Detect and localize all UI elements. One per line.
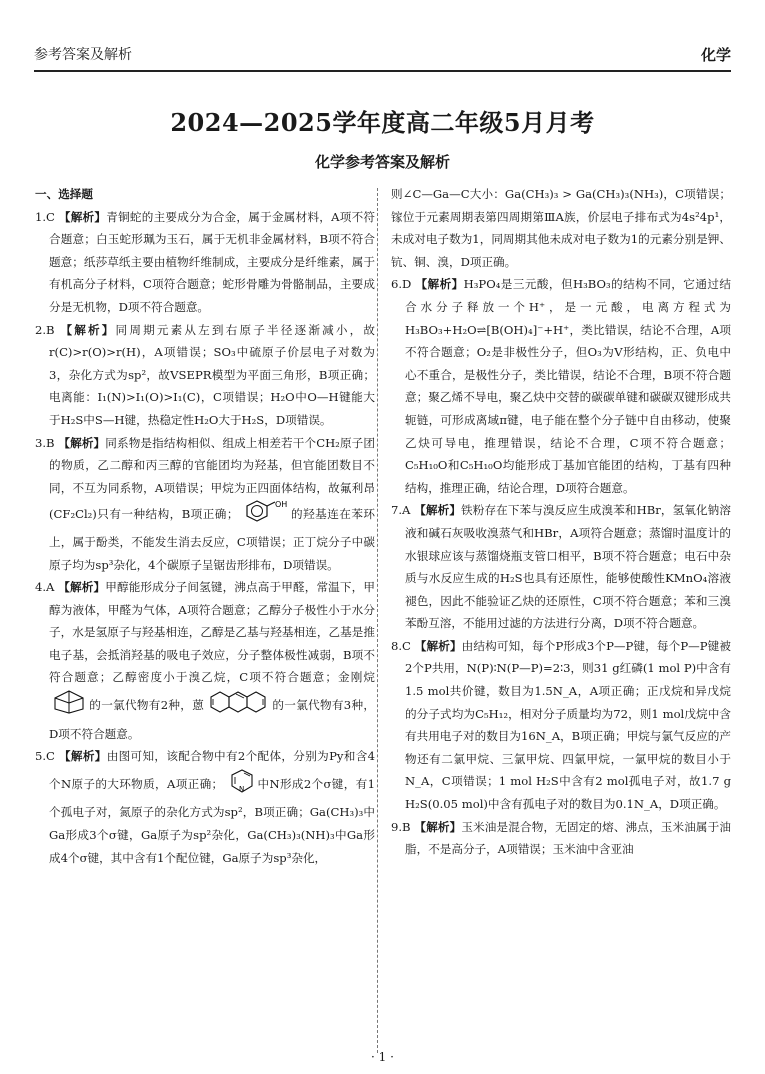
question-text-tail: 的一氯代物有3种，D项不符合题意。 <box>49 697 375 741</box>
question-6 <box>391 273 731 499</box>
svg-text:N: N <box>239 784 245 793</box>
document-title: 2024—2025学年度高二年级5月月考 <box>170 108 595 137</box>
column-divider <box>377 188 378 1053</box>
question-3 <box>35 432 375 577</box>
analysis-tag: 【解析】 <box>414 503 462 518</box>
page-header <box>34 44 731 66</box>
analysis-tag: 【解析】 <box>60 322 116 337</box>
question-number: 5.C <box>35 749 55 764</box>
analysis-tag: 【解析】 <box>58 435 106 450</box>
benzene-oh-icon <box>245 499 289 531</box>
question-8 <box>391 635 731 816</box>
analysis-tag: 【解析】 <box>58 580 106 595</box>
question-2 <box>35 319 375 432</box>
question-5 <box>35 745 375 869</box>
question-5-continued <box>391 183 731 273</box>
question-number: 6.D <box>391 277 412 292</box>
left-column <box>35 183 375 869</box>
header-left-label: 参考答案及解析 <box>34 47 132 63</box>
question-text-tail: 的羟基连在苯环上，属于酚类，不能发生消去反应，C项错误；正丁烷分子中碳原子均为sp³杂化，4个碳原子呈锯齿形排布，D项错误。 <box>49 507 375 572</box>
question-text: 由结构可知，每个P形成3个P—P键，每个P—P键被2个P共用，N(P)∶N(P—P)=2∶3，则31 g红磷(1 mol P)中含有1.5 mol共价键，数目为1.5N_A，A项正确；正戊烷和异戊烷的分子式均为C₅H₁₂，相对分子质量均为72，则1 mol戊烷中含有共用电子对的数目为16N_A，B项正确；甲烷与氯气反应的产物还有二氯甲烷、三氯甲烷、四氯甲烷，一氯甲烷的数目小于N_A，C项错误；1 mol H₂S中含有2 mol孤电子对，故1.7 g H₂S(0.05 mol)中含有孤电子对的数目为0.1N_A，D项正确。 <box>405 638 731 812</box>
analysis-tag: 【解析】 <box>414 819 462 834</box>
document-subtitle: 化学参考答案及解析 <box>314 153 450 171</box>
question-number: 1.C <box>35 209 55 224</box>
adamantane-icon <box>51 689 87 723</box>
question-number: 2.B <box>35 322 55 337</box>
svg-text:OH: OH <box>274 500 287 510</box>
pyridine-icon <box>229 768 255 802</box>
analysis-tag: 【解析】 <box>58 209 107 224</box>
anthracene-icon <box>210 690 270 722</box>
question-text: H₃PO₄是三元酸，但H₃BO₃的结构不同，它通过结合水分子释放一个H⁺，是一元酸，电离方程式为H₃BO₃+H₂O⇌[B(OH)₄]⁻+H⁺，类比错误，结论不合理，A项不符合题意；O₂是非极性分子，但O₃为V形结构，正、负电中心不重合，是极性分子，类比错误，结论不合理，B项不符合题意；聚乙烯不导电，聚乙炔中交替的碳碳单键和碳碳双键形成共轭链，可形成离域π键，电子能在整个分子链中自由移动，使聚乙炔可导电，推理错误，结论不合理，C项不符合题意；C₅H₁₀O和C₅H₁₀O均能形成丁基加官能团的结构，丁基有四种结构，推理正确，结论合理，D项符合题意。 <box>405 277 731 495</box>
header-subject-label: 化学 <box>700 46 731 64</box>
header-rule <box>34 70 731 72</box>
question-text: 甲醇能形成分子间氢键，沸点高于甲醛，常温下，甲醇为液体，甲醛为气体，A项符合题意；乙醇分子极性小于水分子，水是氢原子与羟基相连，乙醇是乙基与羟基相连，乙基是推电子基，会抵消羟基的吸电子效应，分子整体极性减弱，B项不符合题意；乙醇密度小于溴乙烷，C项不符合题意；金刚烷 <box>49 580 375 685</box>
page-number: · 1 · <box>371 1050 394 1064</box>
section-heading: 一、选择题 <box>35 187 93 201</box>
question-9 <box>391 816 731 861</box>
question-text: 同周期元素从左到右原子半径逐渐减小，故r(C)>r(O)>r(H)，A项错误；SO₃中硫原子价层电子对数为3，杂化方式为sp²，故VSEPR模型为平面三角形，B项正确；电离能：I₁(N)>I₁(O)>I₁(C)，C项错误；H₂O中O—H键能大于H₂S中S—H键，热稳定性H₂O大于H₂S，D项错误。 <box>49 322 375 427</box>
question-text: 青铜蛇的主要成分为合金，属于金属材料，A项不符合题意；白玉蛇形珮为玉石，属于无机非金属材料，B项不符合题意；纸莎草纸主要由植物纤维制成，主要成分是纤维素，属于有机高分子材料，C项符合题意；蛇形骨雕为骨骼制品，主要成分是无机物，D项不符合题意。 <box>49 209 376 314</box>
question-text: 则∠C—Ga—C大小：Ga(CH₃)₃ > Ga(CH₃)₃(NH₃)，C项错误；镓位于元素周期表第四周期第ⅢA族，价层电子排布式为4s²4p¹，未成对电子数为1，同周期其他未成对电子数为1的元素分别是钾、钪、铜、溴，D项正确。 <box>391 187 731 269</box>
question-number: 9.B <box>391 819 411 834</box>
question-text: 同系物是指结构相似、组成上相差若干个CH₂原子团的物质，乙二醇和丙三醇的官能团均为羟基，但官能团数目不同，不互为同系物，A项错误；甲烷为正四面体结构，故氟利昂(CF₂Cl₂)只有一种结构，B项正确； <box>49 435 375 522</box>
question-number: 8.C <box>391 638 411 653</box>
question-text: 铁粉存在下苯与溴反应生成溴苯和HBr，氢氧化钠溶液和碱石灰吸收溴蒸气和HBr，A项符合题意；蒸馏时温度计的水银球应该与蒸馏烧瓶支管口相平，B项不符合题意；电石中杂质与水反应生成的H₂S也具有还原性，能够使酸性KMnO₄溶液褪色，因此不能验证乙炔的还原性，C项不符合题意；苯和三溴苯酚互溶，不能用过滤的方法进行分离，D项不符合题意。 <box>405 503 731 631</box>
question-number: 7.A <box>391 503 411 518</box>
right-column <box>391 183 731 861</box>
question-text-mid: 的一氯代物有2种，蒽 <box>89 697 205 712</box>
question-4 <box>35 576 375 745</box>
question-1 <box>35 206 375 319</box>
analysis-tag: 【解析】 <box>415 277 464 292</box>
question-number: 4.A <box>35 580 55 595</box>
question-7 <box>391 499 731 635</box>
question-text: 玉米油是混合物，无固定的熔、沸点，玉米油属于油脂，不是高分子，A项错误；玉米油中含亚油 <box>405 819 731 857</box>
question-text-tail: 中N形成2个σ键，有1个孤电子对，氮原子的杂化方式为sp²，B项正确；Ga(CH₃)₃中Ga形成3个σ键，Ga原子为sp²杂化，Ga(CH₃)₃(NH)₃中Ga形成4个σ键，其中含有1个配位键，Ga原子为sp³杂化， <box>49 776 376 865</box>
analysis-tag: 【解析】 <box>414 638 462 653</box>
question-text: 由图可知，该配合物中有2个配体，分别为Py和含4个N原子的大环物质，A项正确； <box>49 749 376 791</box>
question-number: 3.B <box>35 435 55 450</box>
analysis-tag: 【解析】 <box>58 749 107 764</box>
